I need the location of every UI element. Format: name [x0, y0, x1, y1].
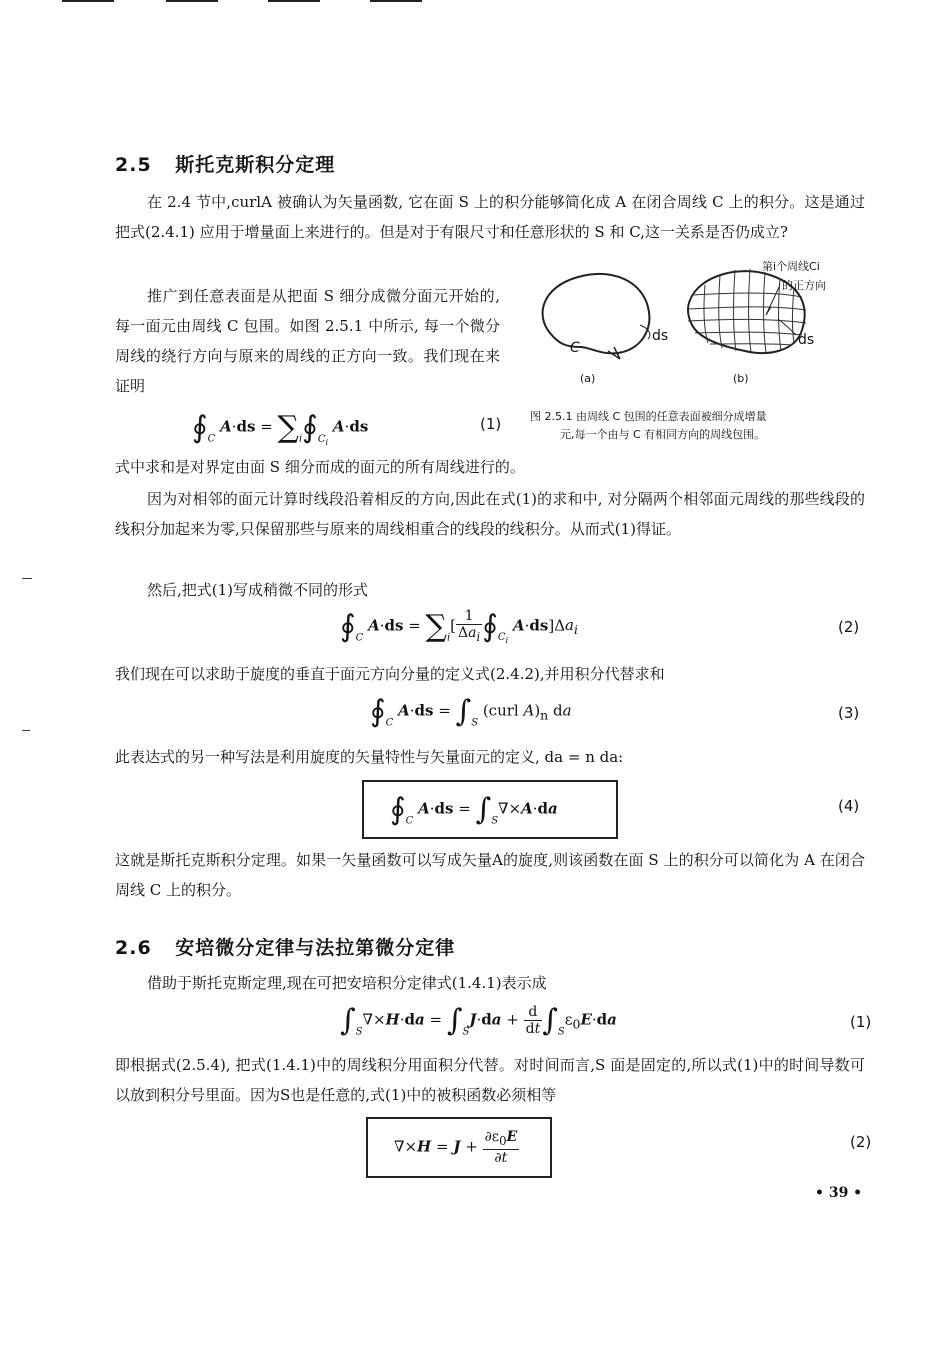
caption-line-1: 图 2.5.1 由周线 C 包围的任意表面被细分成增量 — [530, 410, 767, 423]
paragraph-ampere-explain: 即根据式(2.5.4), 把式(1.4.1)中的周线积分用面积分代替。对时间而言,S 面是固定的,所以式(1)中的时间导数可以放到积分号里面。因为S也是任意的,式(1)中的被积函数必须相等 — [115, 1056, 865, 1104]
section-title: 安培微分定律与法拉第微分定律 — [175, 937, 456, 959]
paragraph-generalize: 推广到任意表面是从把面 S 细分成微分面元开始的, 每一面元由周线 C 包围。如图 2.5.1 中所示, 每一个微分周线的绕行方向与原来的周线的正方向一致。我们现在来证明 — [115, 287, 500, 395]
equation-number: (2) — [850, 1133, 872, 1151]
section-heading-2-5 — [115, 150, 335, 177]
equation-number: (3) — [838, 704, 860, 722]
annotation-leader — [766, 285, 780, 315]
equation-number: (1) — [850, 1013, 872, 1031]
paragraph-alt-form: 此表达式的另一种写法是利用旋度的矢量特性与矢量面元的定义, da = n da: — [115, 748, 624, 766]
paragraph-curl-def: 我们现在可以求助于旋度的垂直于面元方向分量的定义式(2.4.2),并用积分代替求和 — [115, 665, 665, 683]
paragraph-sum-note: 式中求和是对界定由面 S 细分而成的面元的所有周线进行的。 — [115, 458, 525, 476]
top-rule-3 — [268, 0, 320, 2]
figure-label-c: C — [570, 340, 580, 356]
equation-2-6-2-boxed: ∇×H = J + $\frac{\partial\varepsilon_0E}{\partial t}$ — [366, 1117, 552, 1178]
equation-2-5-4-boxed: $∮_C$ $A\cdot ds = \int_S\nabla\times A\cdot da$ — [362, 780, 618, 839]
margin-mark — [22, 578, 32, 579]
paragraph-intro: 在 2.4 节中,curlA 被确认为矢量函数, 它在面 S 上的积分能够简化成 A 在闭合周线 C 上的积分。这是通过把式(2.4.1) 应用于增量面上来进行的。但是对于有限尺寸和任意形状的 S 和 C,这一关系是否仍成立? — [115, 193, 865, 241]
figure-sublabel-a: (a) — [580, 372, 596, 385]
margin-mark — [22, 730, 30, 731]
equation-2-6-1: $\int_S\nabla\times H\cdot da = \int_SJ\cdot da$ + $\frac{d}{dt}$ $\int_S\varepsilon_0E\cdot da$ — [340, 1003, 617, 1038]
page-number: • 39 • — [815, 1185, 863, 1201]
contour-a — [543, 274, 650, 353]
paragraph-ampere-intro: 借助于斯托克斯定理,现在可把安培积分定律式(1.4.1)表示成 — [147, 974, 547, 992]
figure-sublabel-b: (b) — [733, 372, 749, 385]
paragraph-rewrite: 然后,把式(1)写成稍微不同的形式 — [147, 581, 369, 599]
equation-2-5-3: $∮_C$ $A\cdot ds = \int_S$ (curl $A)_n$ da — [370, 694, 572, 729]
top-rule-1 — [62, 0, 114, 2]
section-heading-2-6 — [115, 933, 455, 960]
figure-label-ds-b: ds — [798, 332, 815, 348]
caption-line-2: 元,每一个由与 C 有相同方向的周线包围。 — [560, 428, 766, 441]
equation-number: (2) — [838, 618, 860, 636]
figure-annotation-line1: 第i个周线Ci — [762, 260, 820, 273]
paragraph-adjacent: 因为对相邻的面元计算时线段沿着相反的方向,因此在式(1)的求和中, 对分隔两个相邻面元周线的那些线段的线积分加起来为零,只保留那些与原来的周线相重合的线段的线积分。从而式(1)得证。 — [115, 490, 865, 538]
equation-number: (1) — [480, 415, 502, 433]
equation-2-5-2: $∮_C$ $A\cdot ds = \sum_i$[ $\frac{1}{\Delta a_i}$ $∮_{C_i}$ $A\cdot ds]\Delta a_i$ — [340, 608, 578, 646]
equation-number: (4) — [838, 797, 860, 815]
figure-caption — [530, 408, 860, 444]
paragraph-stokes-theorem: 这就是斯托克斯积分定理。如果一矢量函数可以写成矢量A的旋度,则该函数在面 S 上的积分可以简化为 A 在闭合周线 C 上的积分。 — [115, 851, 865, 899]
figure-annotation-line2: 的正方向 — [782, 279, 826, 292]
equation-2-5-1: $∮_C$ $A\cdot ds = \sum_i∮_{C_i}$ A·ds — [192, 410, 369, 447]
top-rule-2 — [166, 0, 218, 2]
top-rule-4 — [370, 0, 422, 2]
section-number: 2.5 — [115, 154, 152, 176]
section-title: 斯托克斯积分定理 — [175, 154, 336, 176]
section-number: 2.6 — [115, 937, 152, 959]
figure-label-ds-a: ds — [652, 328, 669, 344]
